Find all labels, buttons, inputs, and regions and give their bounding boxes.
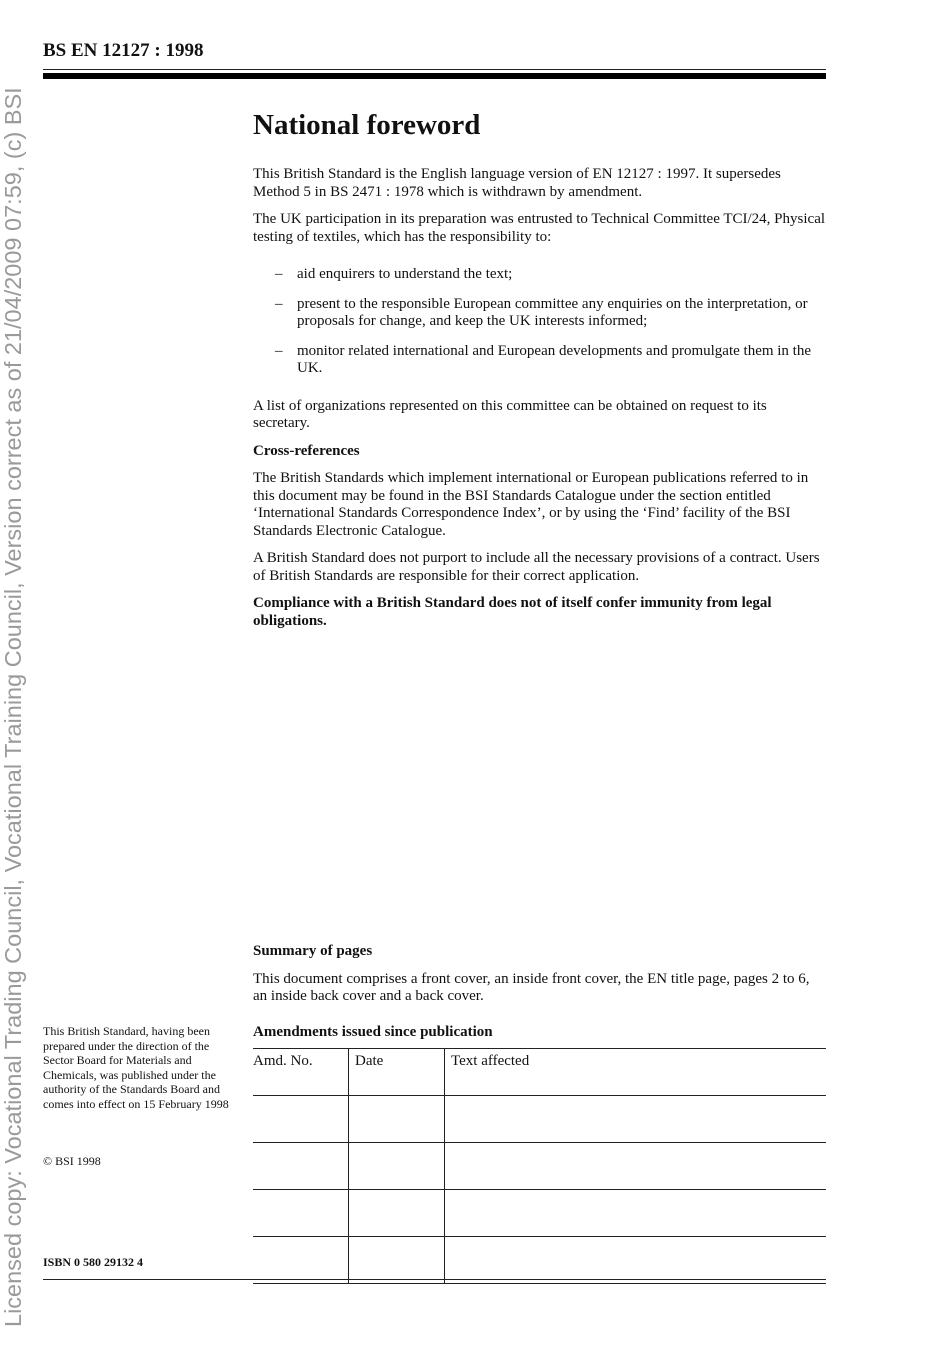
responsibility-list [253, 266, 827, 378]
table-cell [445, 1143, 827, 1190]
list-item [253, 266, 827, 284]
summary-text: This document comprises a front cover, an inside front cover, the EN title page, pages 2 to 6, an inside back cover and a back cover. [253, 970, 810, 1004]
table-cell [349, 1143, 445, 1190]
table-row [253, 1190, 826, 1237]
list-item-text: present to the responsible European committee any enquiries on the interpretation, or proposals for change, and keep the UK interests informed; [297, 295, 808, 329]
paragraph-crossref: The British Standards which implement international or European publications referred to in this document may be found in the BSI Standards Catalogue under the section entitled ‘International Standards Correspondence Index’, or by using the ‘Find’ facility of the BSI Standards Electronic Catalogue. [253, 470, 809, 539]
copyright-notice: © BSI 1998 [43, 1154, 101, 1168]
header-rule-thick [43, 73, 826, 79]
summary-heading: Summary of pages [253, 943, 373, 959]
dash-marker: – [275, 295, 283, 312]
table-cell [349, 1190, 445, 1237]
watermark: Licensed copy: Vocational Trading Council, Vocational Training Council, Version correct as of 21/04/2009 07:59, (c) BSI [0, 87, 26, 1327]
table-cell [253, 1190, 349, 1237]
foreword-section [253, 108, 827, 640]
table-row [253, 1096, 826, 1143]
header-rule-thin [43, 69, 826, 70]
column-header-amd-no: Amd. No. [253, 1049, 349, 1096]
paragraph-organizations: A list of organizations represented on this committee can be obtained on request to its secretary. [253, 397, 767, 431]
page-title: National foreword [253, 109, 481, 141]
table-header-row [253, 1049, 826, 1096]
table-cell [349, 1237, 445, 1284]
column-header-text-affected: Text affected [445, 1049, 827, 1096]
paragraph-committee: The UK participation in its preparation was entrusted to Technical Committee TCI/24, Physical testing of textiles, which has the responsibility to: [253, 211, 826, 245]
table-row [253, 1237, 826, 1284]
table-cell [445, 1190, 827, 1237]
compliance-statement: Compliance with a British Standard does not of itself confer immunity from legal obligations. [253, 595, 772, 629]
column-header-date: Date [349, 1049, 445, 1096]
crossref-heading: Cross-references [253, 442, 360, 459]
table-cell [253, 1237, 349, 1284]
isbn: ISBN 0 580 29132 4 [43, 1255, 144, 1269]
publication-note: This British Standard, having been prepared under the direction of the Sector Board for Materials and Chemicals, was published under the authority of the Standards Board and comes into effect on 15 February 1998 [43, 1024, 229, 1111]
list-item [253, 343, 827, 378]
list-item [253, 296, 827, 331]
table-cell [445, 1237, 827, 1284]
paragraph-contract: A British Standard does not purport to include all the necessary provisions of a contract. Users of British Standards are responsible for their correct application. [253, 550, 820, 584]
table-cell [253, 1143, 349, 1190]
dash-marker: – [275, 342, 283, 359]
dash-marker: – [275, 266, 283, 282]
list-item-text: monitor related international and European developments and promulgate them in the UK. [297, 342, 812, 376]
amendments-table [253, 1048, 826, 1284]
table-cell [253, 1096, 349, 1143]
amendments-heading: Amendments issued since publication [253, 1024, 493, 1040]
list-item-text: aid enquirers to understand the text; [297, 266, 513, 282]
summary-section [253, 943, 827, 1016]
table-row [253, 1143, 826, 1190]
footer-rule [43, 1279, 826, 1280]
table-cell [445, 1096, 827, 1143]
paragraph-intro: This British Standard is the English language version of EN 12127 : 1997. It supersedes Method 5 in BS 2471 : 1978 which is withdrawn by amendment. [253, 166, 781, 200]
header-title: BS EN 12127 : 1998 [43, 40, 204, 61]
table-cell [349, 1096, 445, 1143]
